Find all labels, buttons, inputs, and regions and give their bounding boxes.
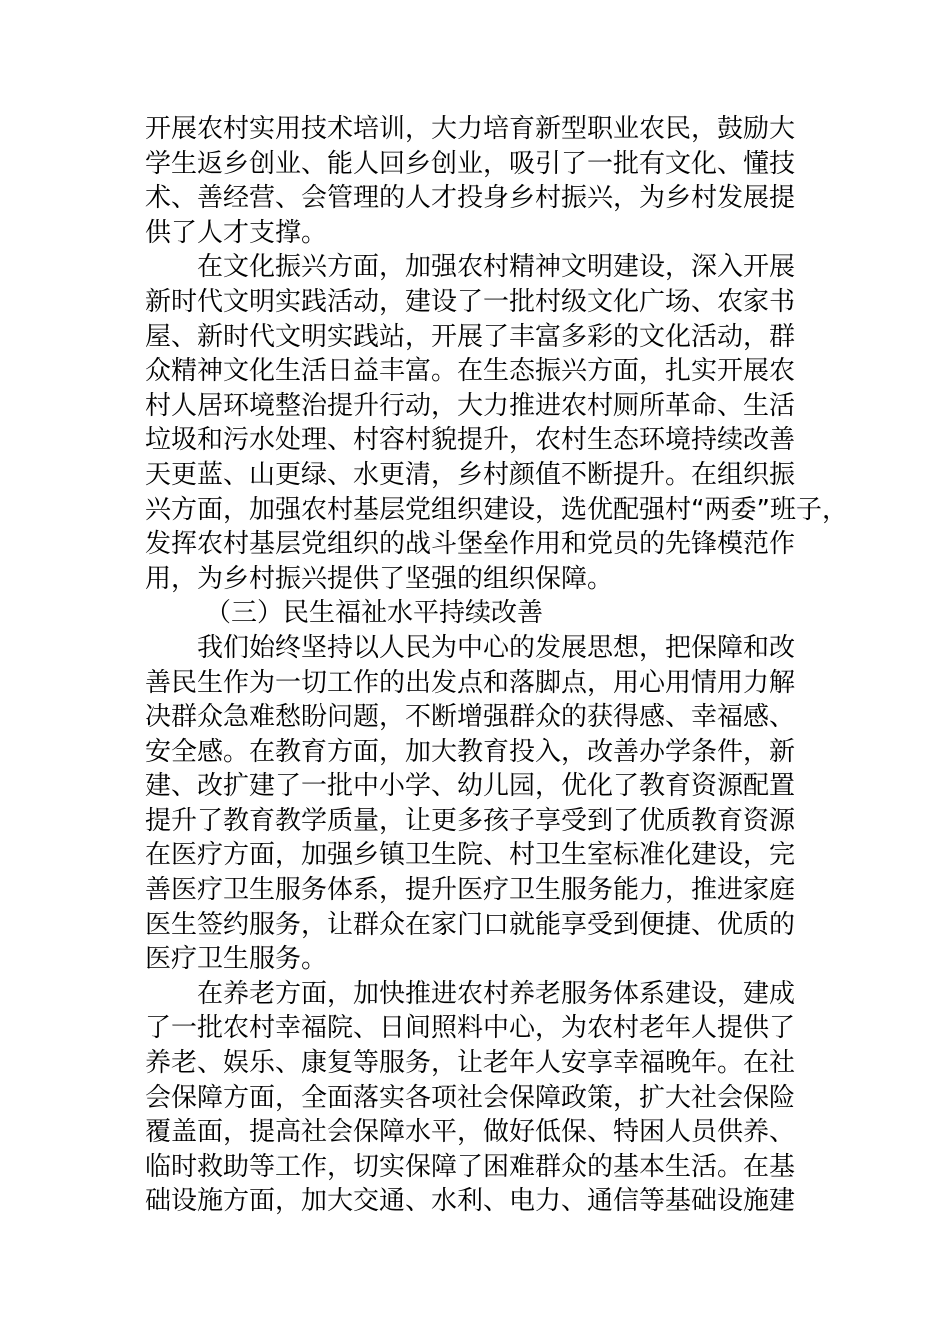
text-line: 础设施方面，加大交通、水利、电力、通信等基础设施建 — [145, 1186, 796, 1217]
text-line: 屋、新时代文明实践站，开展了丰富多彩的文化活动，群 — [145, 321, 796, 352]
text-line: 医疗卫生服务。 — [145, 944, 328, 975]
text-line: 临时救助等工作，切实保障了困难群众的基本生活。在基 — [145, 1151, 796, 1182]
document-body — [145, 112, 848, 1219]
section-heading: （三）民生福祉水平持续改善 — [205, 598, 544, 629]
paragraph-first-line: 在养老方面，加快推进农村养老服务体系建设，建成 — [197, 978, 796, 1009]
text-line: 用，为乡村振兴提供了坚强的组织保障。 — [145, 563, 614, 594]
text-line: 了一批农村幸福院、日间照料中心，为农村老年人提供了 — [145, 1013, 796, 1044]
text-line: 养老、娱乐、康复等服务，让老年人安享幸福晚年。在社 — [145, 1048, 796, 1079]
text-line: 村人居环境整治提升行动，大力推进农村厕所革命、生活 — [145, 390, 796, 421]
text-line: 学生返乡创业、能人回乡创业，吸引了一批有文化、懂技 — [145, 148, 796, 179]
text-line: 安全感。在教育方面，加大教育投入，改善办学条件，新 — [145, 736, 796, 767]
text-line: 会保障方面，全面落实各项社会保障政策，扩大社会保险 — [145, 1082, 796, 1113]
text-line: 天更蓝、山更绿、水更清，乡村颜值不断提升。在组织振 — [145, 459, 796, 490]
text-line: 医生签约服务，让群众在家门口就能享受到便捷、优质的 — [145, 909, 796, 940]
text-line: 发挥农村基层党组织的战斗堡垒作用和党员的先锋模范作 — [145, 529, 796, 560]
text-line: 众精神文化生活日益丰富。在生态振兴方面，扎实开展农 — [145, 356, 796, 387]
text-line: 在医疗方面，加强乡镇卫生院、村卫生室标准化建设，完 — [145, 840, 796, 871]
text-line: 垃圾和污水处理、村容村貌提升，农村生态环境持续改善 — [145, 425, 796, 456]
text-line: 提升了教育教学质量，让更多孩子享受到了优质教育资源 — [145, 805, 796, 836]
text-line: 供了人才支撑。 — [145, 217, 328, 248]
paragraph-first-line: 我们始终坚持以人民为中心的发展思想，把保障和改 — [197, 632, 796, 663]
paragraph-first-line: 在文化振兴方面，加强农村精神文明建设，深入开展 — [197, 252, 796, 283]
text-line: 决群众急难愁盼问题，不断增强群众的获得感、幸福感、 — [145, 702, 796, 733]
text-line: 兴方面，加强农村基层党组织建设，选优配强村“两委”班子， — [145, 494, 848, 525]
text-line: 术、善经营、会管理的人才投身乡村振兴，为乡村发展提 — [145, 183, 796, 214]
text-line: 覆盖面，提高社会保障水平，做好低保、特困人员供养、 — [145, 1117, 796, 1148]
text-line: 新时代文明实践活动，建设了一批村级文化广场、农家书 — [145, 286, 796, 317]
text-line: 善医疗卫生服务体系，提升医疗卫生服务能力，推进家庭 — [145, 875, 796, 906]
text-line: 建、改扩建了一批中小学、幼儿园，优化了教育资源配置 — [145, 771, 796, 802]
text-line: 开展农村实用技术培训，大力培育新型职业农民，鼓励大 — [145, 114, 796, 144]
text-line: 善民生作为一切工作的出发点和落脚点，用心用情用力解 — [145, 667, 796, 698]
